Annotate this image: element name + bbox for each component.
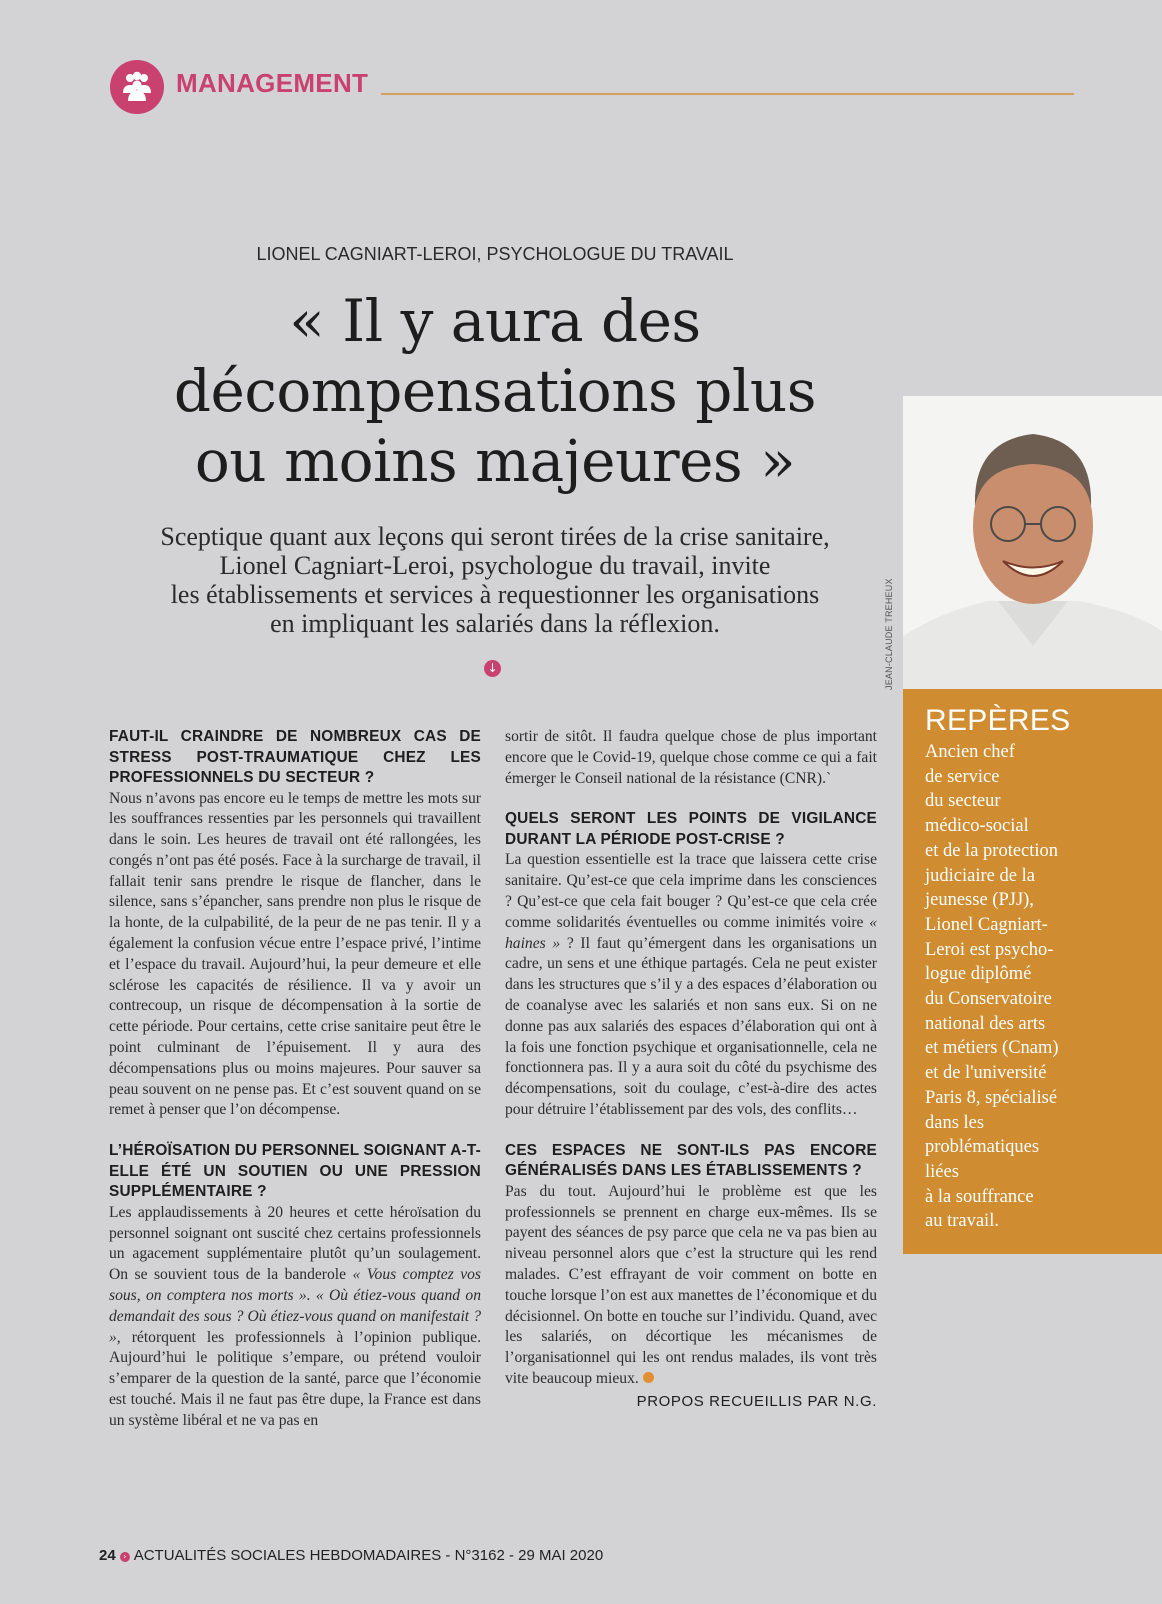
reperes-line: national des arts xyxy=(925,1013,1046,1034)
section-label: MANAGEMENT xyxy=(176,68,369,98)
reperes-line: Leroi est psycho- xyxy=(925,939,1054,960)
page-footer xyxy=(99,1547,603,1564)
standfirst-line: Lionel Cagniart-Leroi, psychologue du travail, invite xyxy=(219,551,771,580)
answer-text: La question essentielle est la trace que laissera cette crise sanitaire. Qu’est-ce que cela imprime dans les consciences ? Qu’est-ce que cela fait bouger ? Qu’est-ce que cela crée comme solidarités éventuelles ou comme inimités voire xyxy=(505,851,877,931)
answer-text: Les applaudissements à 20 heures et cette héroïsation du personnel soignant ont suscité chez certains professionnels un agacement supplémentaire plutôt qu’un soulagement. On se souvient tous de la banderole xyxy=(109,1203,481,1284)
photo-credit: JEAN-CLAUDE TREHEUX xyxy=(884,578,894,690)
end-mark-icon xyxy=(643,1372,654,1383)
reperes-line: et de l'université xyxy=(925,1063,1047,1084)
interview-question: QUELS SERONT LES POINTS DE VIGILANCE DURANT LA PÉRIODE POST-CRISE ? xyxy=(505,810,877,848)
byline: PROPOS RECUEILLIS PAR N.G. xyxy=(636,1392,877,1410)
interview-answer xyxy=(505,1182,877,1390)
reperes-line: et métiers (Cnam) xyxy=(925,1038,1059,1059)
headline-line: ou moins majeures » xyxy=(194,427,796,495)
reperes-line: à la souffrance xyxy=(925,1186,1034,1207)
page-number: 24 xyxy=(99,1547,116,1564)
answer-text: , rétorquent les professionnels à l’opinion publique. Aujourd’hui le politique s’empare, ou prétend vouloir s’emparer de la question de la santé, parce que l’économie est touché. Mais il ne faut pas être dupe, la France est dans un système libéral et ne va pas en xyxy=(109,1328,481,1429)
reperes-line: jeunesse (PJJ), xyxy=(925,890,1034,911)
reperes-title: REPÈRES xyxy=(925,704,1071,737)
headline-line: décompensations plus xyxy=(173,357,817,425)
header-rule xyxy=(381,93,1074,95)
interview-answer-continued: sortir de sitôt. Il faudra quelque chose de plus important encore que le Covid-19, quelque chose comme ce qui a fait émerger le Conseil national de la résistance (CNR).` xyxy=(505,728,877,787)
interview-answer: Nous n’avons pas encore eu le temps de mettre les mots sur les souffrances ressenties par les personnels qui travaillent dans le soin. Les heures de travail ont été rallongées, les congés n’ont pas été posés. Face à la surcharge de travail, il fallait tenir sans prendre le risque de flancher, dans le silence, sans s’épancher, sans prendre non plus le risque de la honte, de la culpabilité, de la peur de ne pas tenir. Il y a également la confusion vécue entre l’espace privé, l’intime et l’espace du travail. Aujourd’hui, la peur demeure et elle sclérose les capacités de résilience. Il va y avoir un contrecoup, un risque de décompensation à la sortie de cette période. Pour certains, cette crise sanitaire peut être le point culminant de l’épuisement. Il y aura des décompensations plus ou moins majeures. Pour sauver sa peau souvent on ne pense pas. Et c’est souvent quand on se remet à penser que l’on décompense. xyxy=(109,789,481,1119)
reperes-line: liées xyxy=(925,1161,959,1182)
reperes-line: logue diplômé xyxy=(925,964,1032,985)
reperes-line: Paris 8, spécialisé xyxy=(925,1087,1058,1108)
interview-question: FAUT-IL CRAINDRE DE NOMBREUX CAS DE STRESS POST-TRAUMATIQUE CHEZ LES PROFESSIONNELS DU SECTEUR ? xyxy=(109,728,481,786)
interview-answer xyxy=(505,850,877,1120)
standfirst-line: en impliquant les salariés dans la réflexion. xyxy=(270,609,720,638)
article-column-left xyxy=(109,727,481,1432)
article-headline xyxy=(100,286,890,496)
answer-quote: « Vous comptez vos sous, on comptera nos morts ». « Où étiez-vous quand on demandait des sous ? Où étiez-vous quand on manifestait ? » xyxy=(109,1266,481,1346)
arrow-down-circle-icon: ↓ xyxy=(484,660,501,677)
standfirst-line: les établissements et services à requestionner les organisations xyxy=(170,580,820,609)
people-group-icon xyxy=(110,60,164,114)
reperes-line: Ancien chef xyxy=(925,742,1015,762)
interview-answer xyxy=(109,1203,481,1432)
reperes-line: Lionel Cagniart- xyxy=(925,914,1048,935)
answer-quote: « haines » xyxy=(505,913,877,952)
interview-question: L’HÉROÏSATION DU PERSONNEL SOIGNANT A-T-ELLE ÉTÉ UN SOUTIEN OU UNE PRESSION SUPPLÉMENTAIRE ? xyxy=(109,1142,481,1201)
reperes-line: dans les xyxy=(925,1112,985,1133)
article-standfirst xyxy=(100,522,890,638)
reperes-body xyxy=(925,740,1145,1234)
reperes-line: de service xyxy=(925,766,1000,787)
portrait-photo xyxy=(903,396,1162,689)
reperes-line: au travail. xyxy=(925,1211,999,1232)
article-column-right xyxy=(505,727,877,1413)
publication-info: ACTUALITÉS SOCIALES HEBDOMADAIRES - N°3162 - 29 MAI 2020 xyxy=(133,1547,604,1564)
standfirst-line: Sceptique quant aux leçons qui seront tirées de la crise sanitaire, xyxy=(160,522,830,551)
reperes-line: du Conservatoire xyxy=(925,989,1052,1010)
reperes-line: du secteur xyxy=(925,791,1001,812)
interview-question: CES ESPACES NE SONT-ILS PAS ENCORE GÉNÉRALISÉS DANS LES ÉTABLISSEMENTS ? xyxy=(505,1141,877,1180)
answer-text: Pas du tout. Aujourd’hui le problème est que les professionnels se prennent en charge eux-mêmes. Ils se payent des séances de psy parce que cela ne va pas bien au niveau personnel alors que c’est la structure qui les rend malades. C’est effrayant de voir comment on botte en touche lorsque l’on est aux manettes de l’économique et du décisionnel. On botte en touche sur l’individu. Quand, avec les salariés, on décortique les mécanismes de l’organisationnel qui les ont rendus malades, ils vont très vite beaucoup mieux. xyxy=(505,1182,877,1387)
headline-line: « Il y aura des xyxy=(289,287,701,355)
arrow-right-circle-icon: › xyxy=(120,1552,130,1562)
reperes-line: problématiques xyxy=(925,1137,1040,1158)
article-kicker: LIONEL CAGNIART-LEROI, PSYCHOLOGUE DU TRAVAIL xyxy=(256,244,734,264)
reperes-line: judiciaire de la xyxy=(925,865,1035,886)
reperes-line: médico-social xyxy=(925,816,1029,837)
answer-text: ? Il faut qu’émergent dans les organisations un cadre, un sens et une éthique partagés. Cela ne peut exister dans les structures que s’il y a des espaces d’élaboration ou de coanalyse avec les salariés et non sans eux. Si on ne donne pas aux salariés des espaces d’élaboration qui ont à la fois une fonction psychique et organisationnelle, cela ne fonctionnera pas. Il y a aura soit du côté du psychisme des décompensations, soit du coulage, c’est-à-dire des actes pour détruire l’établissement par des vols, des conflits… xyxy=(505,934,877,1118)
reperes-line: et de la protection xyxy=(925,840,1059,861)
